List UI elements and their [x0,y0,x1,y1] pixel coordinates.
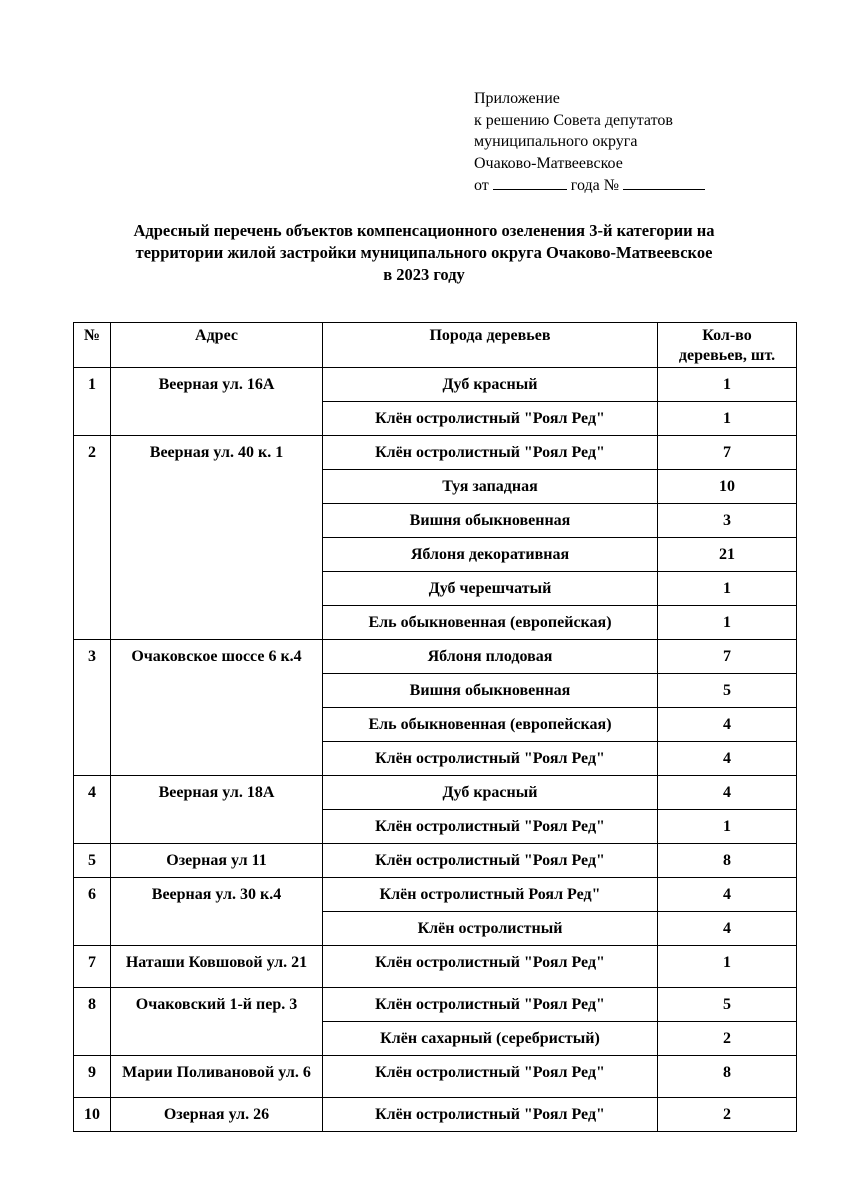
table-row [74,988,797,1022]
row-count: 5 [658,674,797,708]
row-species: Яблоня декоративная [323,538,658,572]
row-species: Клён остролистный "Роял Ред" [323,402,658,436]
row-number: 7 [74,946,111,988]
row-species: Дуб черешчатый [323,572,658,606]
from-label: от [474,177,489,194]
row-species: Яблоня плодовая [323,640,658,674]
row-number: 3 [74,640,111,776]
planting-table [73,322,797,1132]
table-row [74,1098,797,1132]
appendix-line: Очаково-Матвеевское [474,154,623,172]
year-label: года № [570,177,619,194]
row-count: 5 [658,988,797,1022]
row-count: 1 [658,606,797,640]
row-count: 1 [658,368,797,402]
row-species: Ель обыкновенная (европейская) [323,708,658,742]
row-species: Клён остролистный [323,912,658,946]
table-row [74,436,797,470]
header-species: Порода деревьев [323,323,658,368]
row-species: Ель обыкновенная (европейская) [323,606,658,640]
row-count: 2 [658,1098,797,1132]
table-row [74,1056,797,1098]
row-address: Очаковский 1-й пер. 3 [111,988,323,1056]
header-address: Адрес [111,323,323,368]
row-count: 4 [658,912,797,946]
header-count-line: Кол-во [702,327,752,344]
document-title [74,220,774,286]
row-species: Клён остролистный "Роял Ред" [323,810,658,844]
row-address: Веерная ул. 40 к. 1 [111,436,323,640]
row-count: 21 [658,538,797,572]
row-count: 4 [658,776,797,810]
header-count [658,323,797,368]
table-row [74,844,797,878]
header-num: № [74,323,111,368]
table-row [74,640,797,674]
row-count: 4 [658,708,797,742]
row-species: Дуб красный [323,368,658,402]
row-address: Веерная ул. 30 к.4 [111,878,323,946]
row-species: Клён остролистный "Роял Ред" [323,1056,658,1098]
row-species: Туя западная [323,470,658,504]
row-address: Озерная ул 11 [111,844,323,878]
row-address: Очаковское шоссе 6 к.4 [111,640,323,776]
row-number: 10 [74,1098,111,1132]
row-number: 1 [74,368,111,436]
table-row [74,878,797,912]
row-number: 5 [74,844,111,878]
row-count: 2 [658,1022,797,1056]
row-count: 8 [658,1056,797,1098]
row-address: Веерная ул. 18А [111,776,323,844]
row-number: 6 [74,878,111,946]
row-number: 2 [74,436,111,640]
row-count: 1 [658,810,797,844]
row-number: 8 [74,988,111,1056]
row-species: Клён остролистный "Роял Ред" [323,1098,658,1132]
number-blank [623,174,705,190]
date-blank [493,174,567,190]
row-species: Клён остролистный "Роял Ред" [323,946,658,988]
row-address: Марии Поливановой ул. 6 [111,1056,323,1098]
row-number: 9 [74,1056,111,1098]
row-address: Веерная ул. 16А [111,368,323,436]
appendix-date-line [474,174,705,197]
row-species: Вишня обыкновенная [323,674,658,708]
row-count: 1 [658,946,797,988]
row-species: Вишня обыкновенная [323,504,658,538]
row-species: Клён остролистный Роял Ред" [323,878,658,912]
row-number: 4 [74,776,111,844]
table-row [74,946,797,988]
row-address: Наташи Ковшовой ул. 21 [111,946,323,988]
title-line: территории жилой застройки муниципального округа Очаково-Матвеевское [135,243,713,262]
header-count-line: деревьев, шт. [678,347,776,364]
row-address: Озерная ул. 26 [111,1098,323,1132]
row-species: Клён остролистный "Роял Ред" [323,742,658,776]
row-count: 7 [658,436,797,470]
title-line: Адресный перечень объектов компенсационного озеленения 3-й категории на [133,221,715,240]
row-species: Клён остролистный "Роял Ред" [323,844,658,878]
row-count: 1 [658,402,797,436]
appendix-block [474,88,705,197]
row-count: 4 [658,742,797,776]
table-header-row [74,323,797,368]
title-line: в 2023 году [383,265,465,284]
row-species: Клён сахарный (серебристый) [323,1022,658,1056]
row-count: 8 [658,844,797,878]
appendix-line: муниципального округа [474,133,638,150]
row-species: Клён остролистный "Роял Ред" [323,988,658,1022]
row-count: 1 [658,572,797,606]
row-count: 3 [658,504,797,538]
appendix-line: Приложение [474,90,560,107]
table-row [74,368,797,402]
row-count: 10 [658,470,797,504]
row-species: Дуб красный [323,776,658,810]
row-count: 7 [658,640,797,674]
row-count: 4 [658,878,797,912]
table-row [74,776,797,810]
row-species: Клён остролистный "Роял Ред" [323,436,658,470]
appendix-line: к решению Совета депутатов [474,111,673,129]
